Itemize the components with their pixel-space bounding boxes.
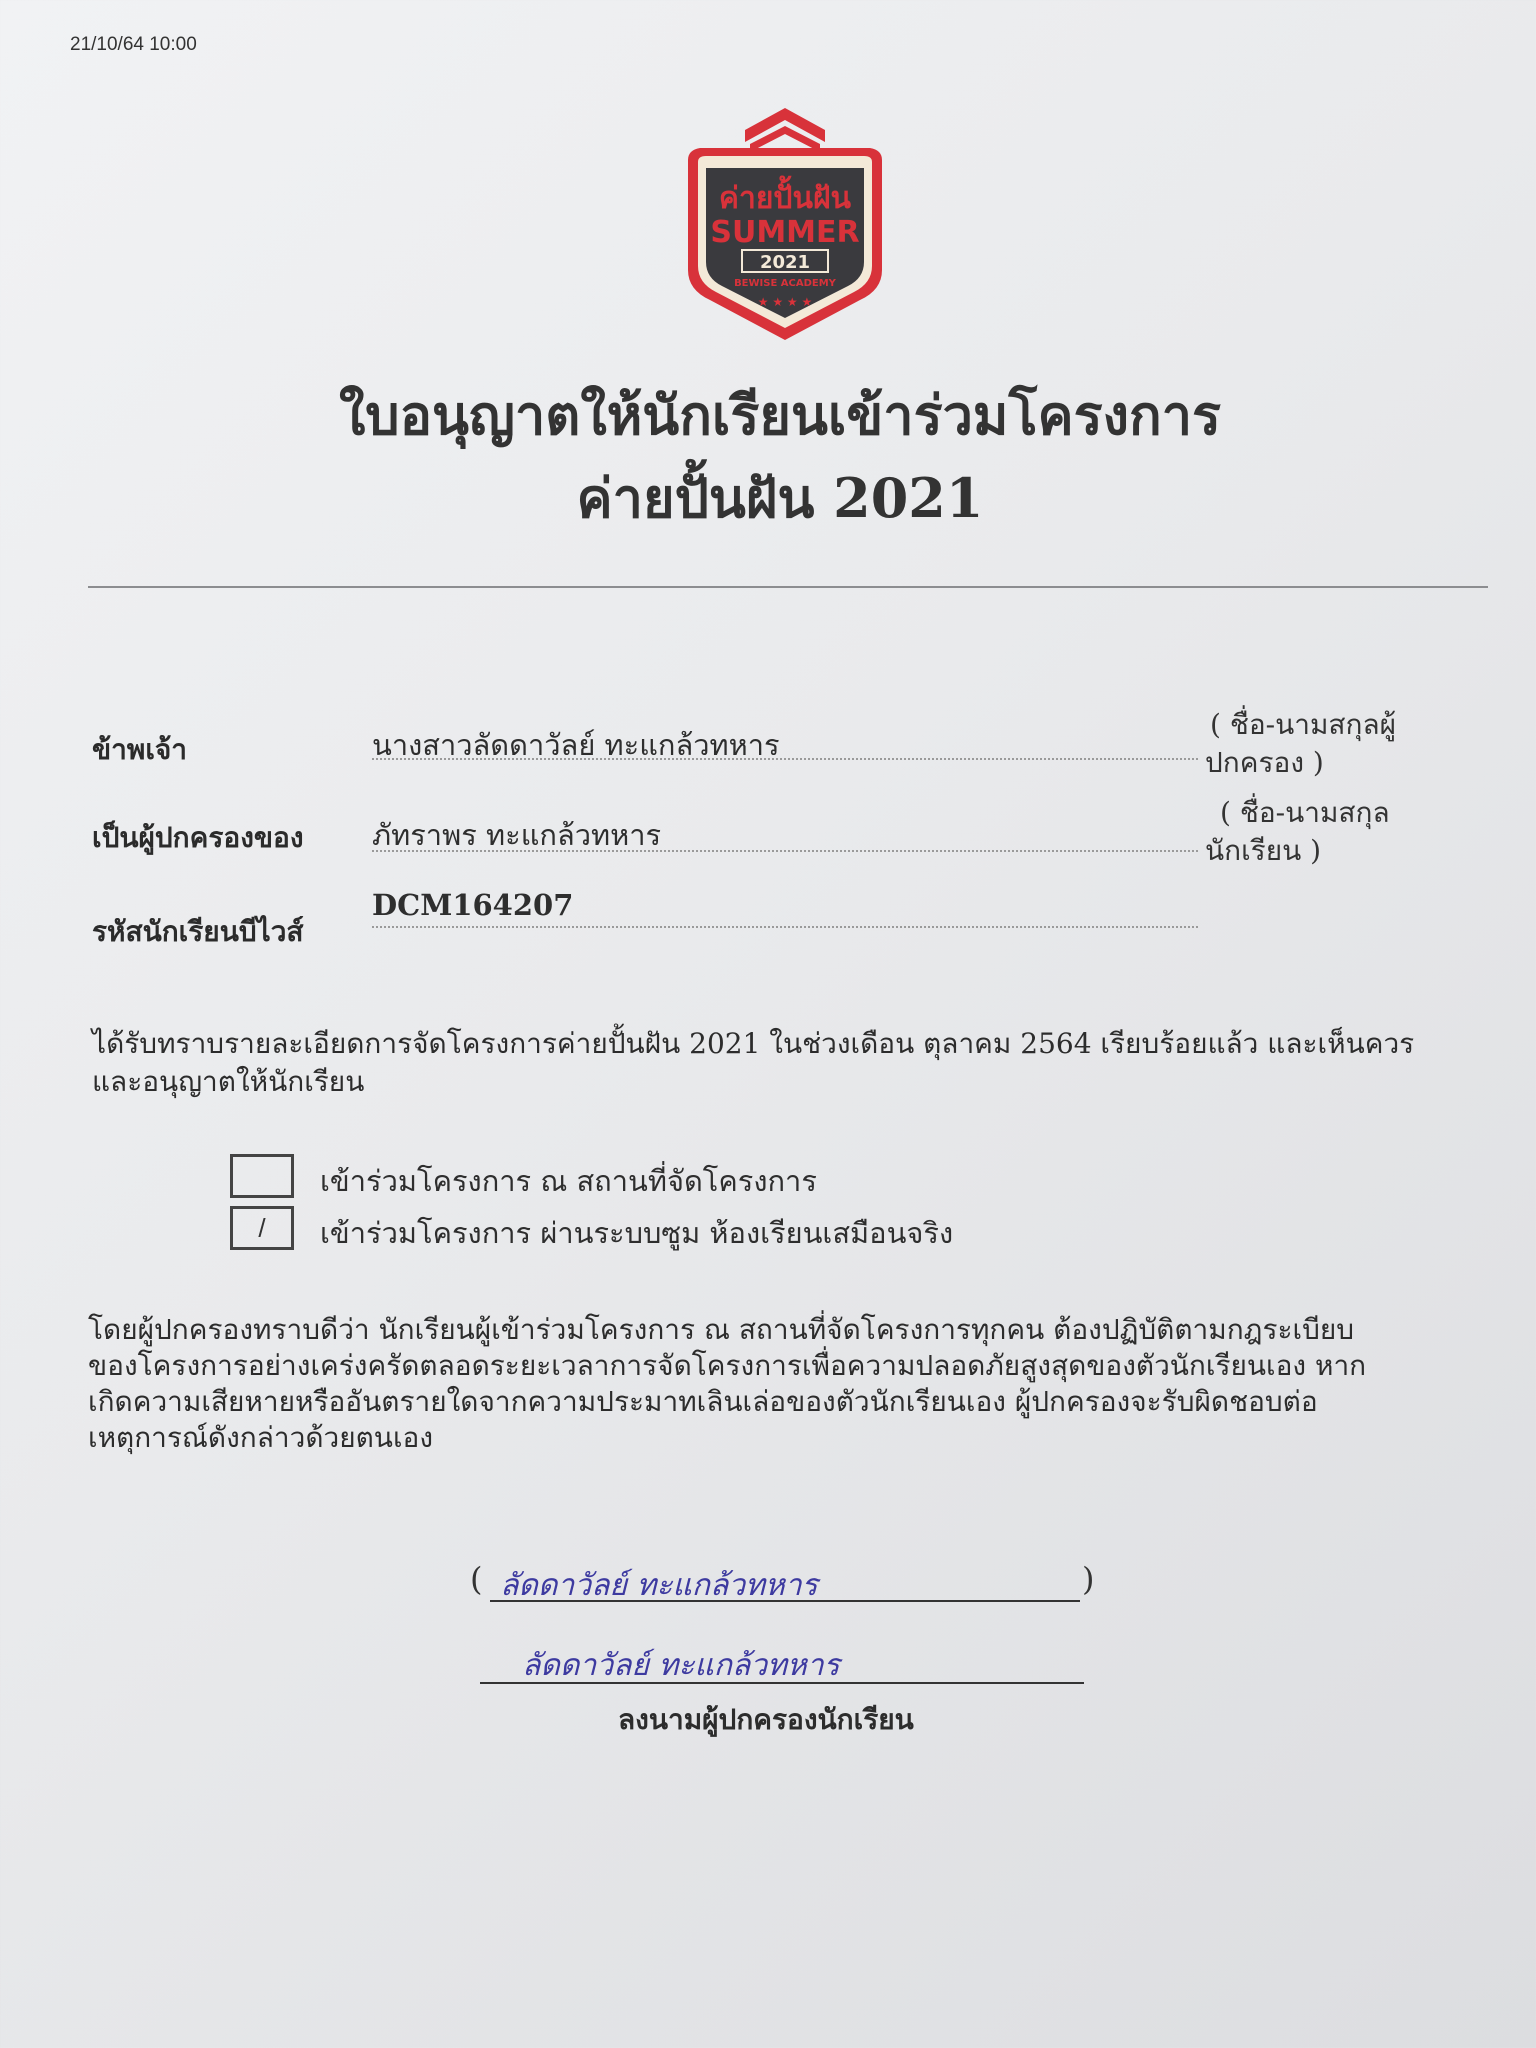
signature-close-paren: ) bbox=[1082, 1560, 1095, 1598]
onsite-checkbox[interactable] bbox=[230, 1154, 294, 1198]
student-name-line bbox=[372, 850, 1198, 852]
signature-caption: ลงนามผู้ปกครองนักเรียน bbox=[618, 1703, 914, 1736]
student-id-label: รหัสนักเรียนบีไวส์ bbox=[92, 915, 304, 948]
signature-open-paren: ( bbox=[470, 1560, 483, 1598]
document-subtitle: ค่ายปั้นฝัน 2021 bbox=[576, 466, 984, 530]
divider bbox=[88, 586, 1488, 588]
document-title: ใบอนุญาตให้นักเรียนเข้าร่วมโครงการ bbox=[338, 383, 1222, 447]
handwritten-printed-name: ลัดดาวัลย์ ทะแกล้วทหาร bbox=[522, 1648, 840, 1683]
student-id-line bbox=[372, 926, 1198, 928]
student-name-note-2: นักเรียน ) bbox=[1205, 834, 1322, 867]
svg-text:SUMMER: SUMMER bbox=[710, 215, 860, 250]
student-name-label: เป็นผู้ปกครองของ bbox=[92, 821, 304, 854]
parent-name-label: ข้าพเจ้า bbox=[92, 733, 188, 766]
camp-logo bbox=[670, 90, 900, 350]
handwritten-signature: ลัดดาวัลย์ ทะแกล้วทหาร bbox=[500, 1568, 818, 1603]
svg-text:BEWISE ACADEMY: BEWISE ACADEMY bbox=[734, 278, 836, 289]
onsite-option-label: เข้าร่วมโครงการ ณ สถานที่จัดโครงการ bbox=[320, 1164, 817, 1198]
signature-line bbox=[490, 1600, 1080, 1602]
zoom-option-label: เข้าร่วมโครงการ ผ่านระบบซูม ห้องเรียนเสมือนจริง bbox=[320, 1216, 954, 1250]
terms-line-2: ของโครงการอย่างเคร่งครัดตลอดระยะเวลาการจัดโครงการเพื่อความปลอดภัยสูงสุดของตัวนักเรียนเอง หาก bbox=[88, 1349, 1367, 1382]
svg-text:ค่ายปั้นฝัน: ค่ายปั้นฝัน bbox=[718, 181, 852, 216]
terms-line-4: เหตุการณ์ดังกล่าวด้วยตนเอง bbox=[88, 1421, 434, 1454]
parent-name-value: นางสาวลัดดาวัลย์ ทะแกล้วทหาร bbox=[372, 728, 780, 762]
parent-name-note-1: ( ชื่อ-นามสกุลผู้ bbox=[1210, 708, 1397, 741]
student-name-note-1: ( ชื่อ-นามสกุล bbox=[1220, 796, 1390, 829]
statement-line-2: และอนุญาตให้นักเรียน bbox=[92, 1065, 365, 1098]
student-name-value: ภัทราพร ทะแกล้วทหาร bbox=[372, 818, 662, 852]
zoom-checkbox[interactable]: / bbox=[230, 1206, 294, 1250]
parent-name-line bbox=[372, 758, 1198, 760]
svg-text:2021: 2021 bbox=[759, 252, 811, 273]
timestamp: 21/10/64 10:00 bbox=[70, 34, 197, 55]
parent-name-note-2: ปกครอง ) bbox=[1205, 746, 1324, 779]
terms-line-1: โดยผู้ปกครองทราบดีว่า นักเรียนผู้เข้าร่วมโครงการ ณ สถานที่จัดโครงการทุกคน ต้องปฏิบัติตามกฎระเบียบ bbox=[88, 1313, 1355, 1346]
terms-line-3: เกิดความเสียหายหรืออันตรายใดจากความประมาทเลินเล่อของตัวนักเรียนเอง ผู้ปกครองจะรับผิดชอบต่อ bbox=[88, 1385, 1318, 1418]
svg-text:★ ★ ★ ★: ★ ★ ★ ★ bbox=[757, 295, 813, 309]
statement-line-1: ได้รับทราบรายละเอียดการจัดโครงการค่ายปั้นฝัน 2021 ในช่วงเดือน ตุลาคม 2564 เรียบร้อยแล้ว และเห็นควร bbox=[92, 1027, 1415, 1060]
printed-name-line bbox=[480, 1682, 1084, 1684]
student-id-value: DCM164207 bbox=[372, 888, 574, 922]
